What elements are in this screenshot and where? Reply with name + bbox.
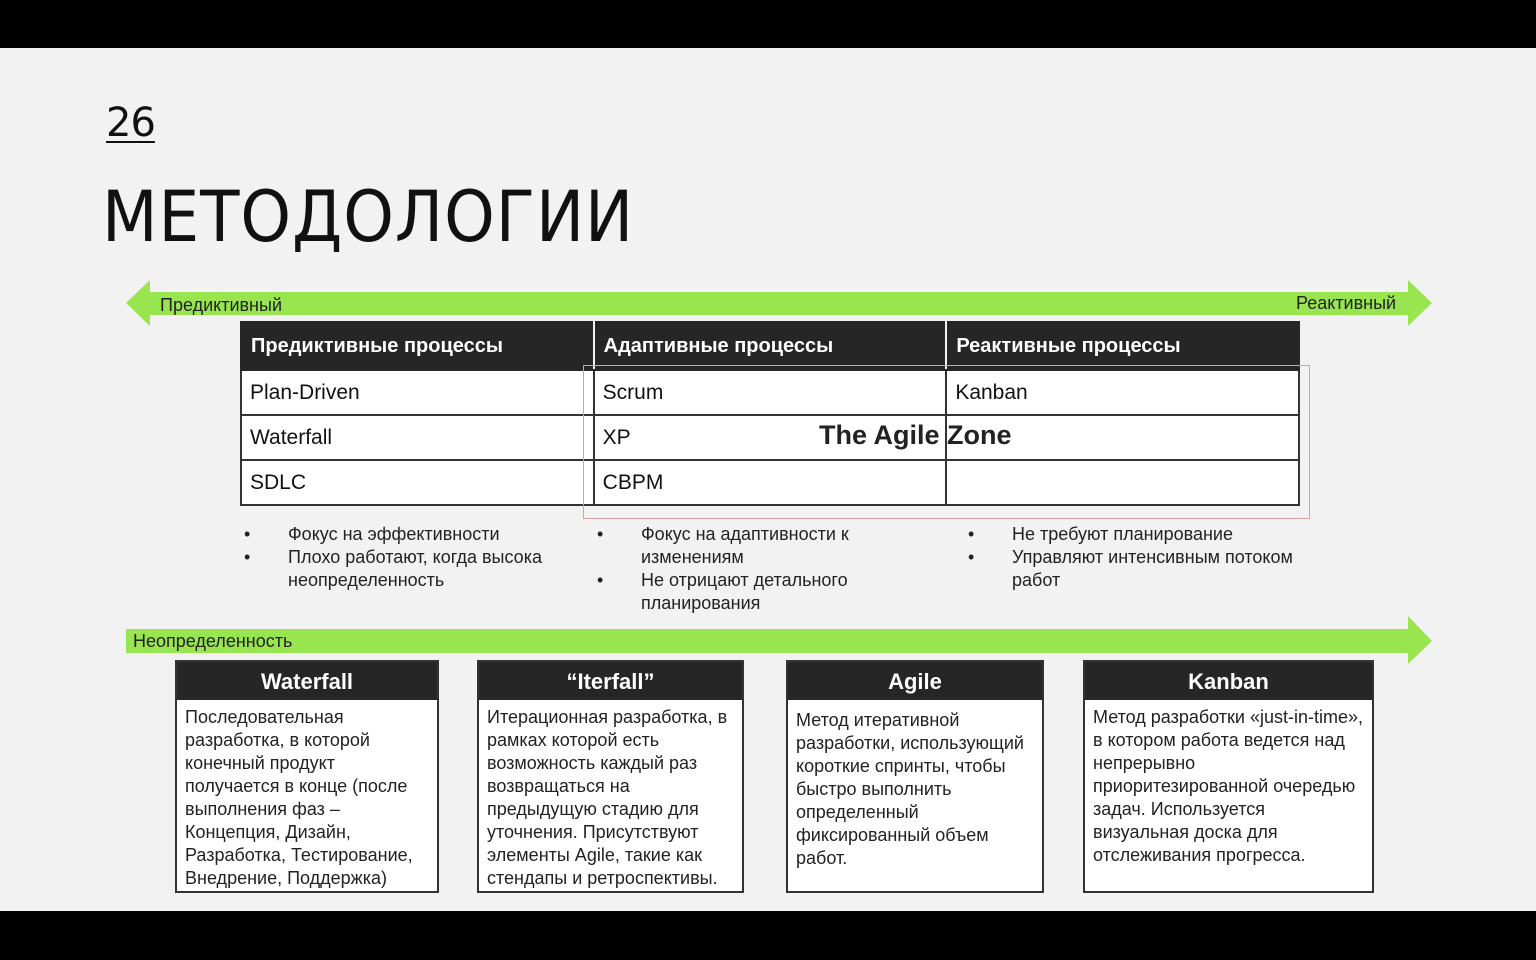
list-item: • Фокус на эффективности: [240, 523, 590, 546]
header-predictive: Предиктивные процессы: [241, 322, 594, 370]
list-item: • Не требуют планирование: [964, 523, 1294, 546]
table-row: [241, 415, 1299, 460]
presentation-slide: [0, 48, 1536, 911]
slide-title: МЕТОДОЛОГИИ: [102, 176, 635, 258]
table-cell: Plan-Driven: [241, 370, 594, 415]
card-title: Waterfall: [177, 662, 437, 700]
process-table: [240, 321, 1300, 506]
table-cell: Kanban: [946, 370, 1299, 415]
card-agile: [786, 660, 1044, 893]
agile-zone-label: The Agile Zone: [819, 420, 1012, 450]
card-waterfall: [175, 660, 439, 893]
card-text: Метод итеративной разработки, использующий короткие спринты, чтобы быстро выполнить определенный фиксированный объем работ.: [796, 710, 1024, 868]
card-title: “Iterfall”: [479, 662, 742, 700]
table-cell: [946, 460, 1299, 505]
table-row: [241, 460, 1299, 505]
table-header-row: [241, 322, 1299, 370]
double-arrow-shape: [126, 280, 1432, 326]
card-iterfall: [477, 660, 744, 893]
table-cell: Waterfall: [241, 415, 594, 460]
table-cell: CBPM: [594, 460, 947, 505]
header-adaptive: Адаптивные процессы: [594, 322, 947, 370]
table-cell: XP: [594, 415, 947, 460]
card-text: Метод разработки «just-in-time», в котором работа ведется над непрерывно приоритезированной очередью задач. Используется визуальная доска для отслеживания прогресса.: [1093, 707, 1363, 865]
list-item: • Плохо работают, когда высока неопределенность: [240, 546, 590, 592]
adaptive-bullets: [593, 523, 893, 615]
arrow-label-predictive: Предиктивный: [160, 295, 282, 315]
header-reactive: Реактивные процессы: [946, 322, 1299, 370]
card-title: Kanban: [1085, 662, 1372, 700]
list-item: • Управляют интенсивным потоком работ: [964, 546, 1294, 592]
predictive-bullets: [240, 523, 590, 592]
card-text: Итерационная разработка, в рамках которой есть возможность каждый раз возвращаться на предыдущую стадию для уточнения. Присутствуют элементы Agile, такие как стендапы и ретроспективы.: [487, 707, 728, 888]
card-text: Последовательная разработка, в которой конечный продукт получается в конце (после выполнения фаз – Концепция, Дизайн, Разработка, Тестирование, Внедрение, Поддержка): [185, 707, 413, 888]
arrow-label-uncertainty: Неопределенность: [133, 631, 293, 651]
card-kanban: [1083, 660, 1374, 893]
slide-number: 26: [106, 100, 155, 146]
table-row: [241, 370, 1299, 415]
arrow-label-reactive: Реактивный: [1296, 293, 1397, 313]
list-item: • Не отрицают детального планирования: [593, 569, 893, 615]
table-cell: SDLC: [241, 460, 594, 505]
table-cell: Scrum: [594, 370, 947, 415]
card-title: Agile: [788, 662, 1042, 700]
list-item: • Фокус на адаптивности к изменениям: [593, 523, 893, 569]
right-arrow-shape: [126, 616, 1432, 664]
reactive-bullets: [964, 523, 1294, 592]
